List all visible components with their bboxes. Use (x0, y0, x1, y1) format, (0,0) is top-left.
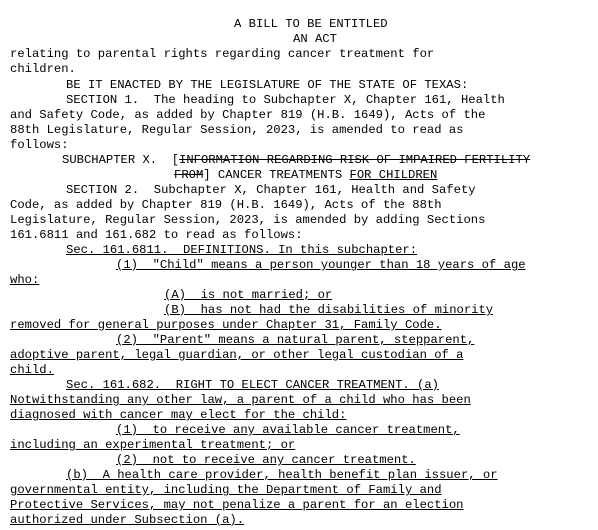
added-text-line: (2) not to receive any cancer treatment. (116, 453, 416, 467)
added-text-line: (A) is not married; or (164, 288, 333, 302)
added-text-line: Notwithstanding any other law, a parent of a child who has been (10, 393, 471, 407)
section-1-line: follows: (10, 138, 69, 152)
added-text-line: including an experimental treatment; or (10, 438, 296, 452)
section-2-line: SECTION 2. Subchapter X, Chapter 161, Health and Safety (66, 183, 476, 197)
added-text-line: adoptive parent, legal guardian, or other legal custodian of a (10, 348, 464, 362)
bill-heading: A BILL TO BE ENTITLED (234, 17, 388, 31)
added-text-line: who: (10, 273, 40, 287)
added-text-line: (b) A health care provider, health benefit plan issuer, or (66, 468, 498, 482)
section-1-line: 88th Legislature, Regular Session, 2023, is amended to read as (10, 123, 464, 137)
caption-line: relating to parental rights regarding cancer treatment for (10, 47, 435, 61)
subchapter-heading-text: SUBCHAPTER X. [ (62, 153, 180, 167)
section-1-line: SECTION 1. The heading to Subchapter X, Chapter 161, Health (66, 93, 505, 107)
added-text-line: (1) "Child" means a person younger than 18 years of age (116, 258, 526, 272)
added-text-line: authorized under Subsection (a). (10, 513, 245, 527)
section-2-line: Legislature, Regular Session, 2023, is amended by adding Sections (10, 213, 486, 227)
enacting-clause: BE IT ENACTED BY THE LEGISLATURE OF THE STATE OF TEXAS: (66, 78, 469, 92)
subchapter-heading-text: ] CANCER TREATMENTS (203, 168, 350, 182)
subchapter-heading (174, 168, 437, 183)
added-text-line: diagnosed with cancer may elect for the child: (10, 408, 347, 422)
added-text-line: removed for general purposes under Chapter 31, Family Code. (10, 318, 442, 332)
definitions-heading: Sec. 161.6811. DEFINITIONS. In this subchapter: (66, 243, 418, 257)
added-text-line: child. (10, 363, 54, 377)
struck-text: INFORMATION REGARDING RISK OF IMPAIRED FERTILITY (179, 153, 531, 167)
added-text-line: Protective Services, may not penalize a parent for an election (10, 498, 464, 512)
caption-line: children. (10, 62, 76, 76)
struck-text: FROM (174, 168, 204, 182)
added-text: FOR CHILDREN (349, 168, 438, 182)
added-text-line: (1) to receive any available cancer treatment, (116, 423, 460, 437)
added-text-line: (2) "Parent" means a natural parent, stepparent, (116, 333, 475, 347)
added-text-line: (B) has not had the disabilities of minority (164, 303, 494, 317)
section-2-line: Code, as added by Chapter 819 (H.B. 1649), Acts of the 88th (10, 198, 442, 212)
subchapter-heading (62, 153, 530, 168)
right-to-elect-heading: Sec. 161.682. RIGHT TO ELECT CANCER TREATMENT. (a) (66, 378, 439, 392)
section-1-line: and Safety Code, as added by Chapter 819 (H.B. 1649), Acts of the (10, 108, 486, 122)
section-2-line: 161.6811 and 161.682 to read as follows: (10, 228, 303, 242)
added-text-line: governmental entity, including the Department of Family and (10, 483, 442, 497)
act-heading: AN ACT (293, 32, 337, 46)
